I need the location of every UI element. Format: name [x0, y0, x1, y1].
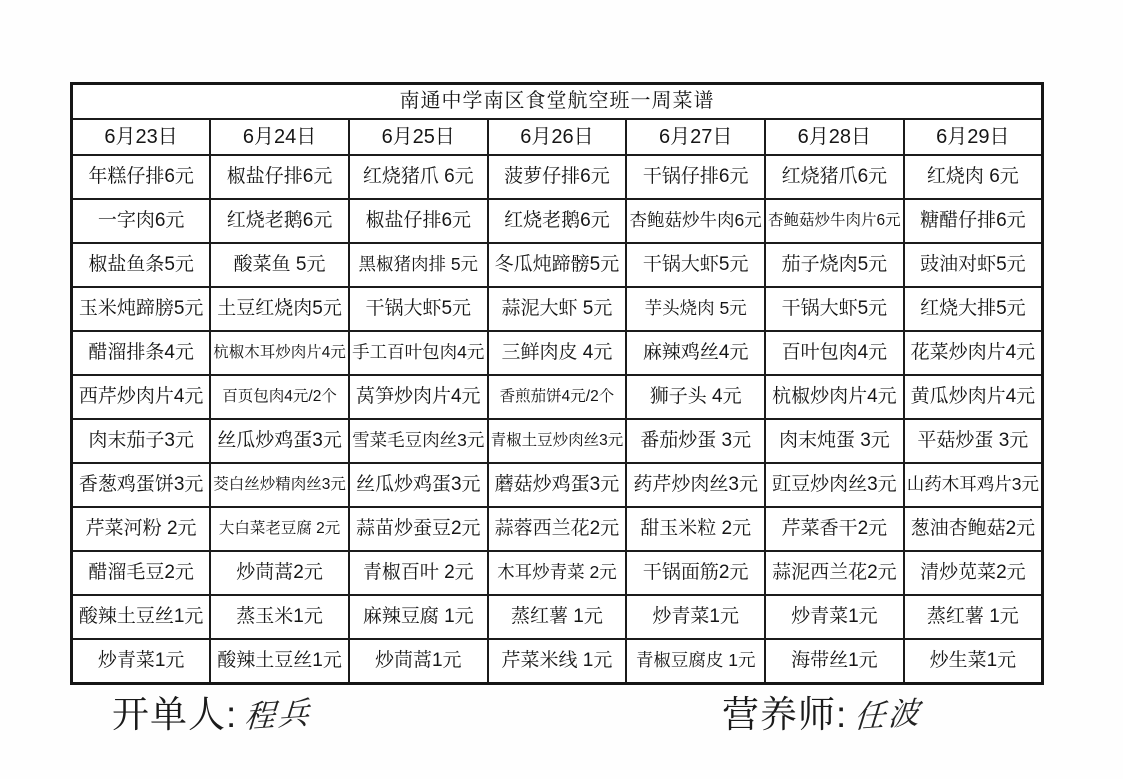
- menu-cell: 干锅面筋2元: [626, 551, 765, 595]
- menu-cell: 手工百叶包肉4元: [349, 331, 488, 375]
- menu-cell: 麻辣豆腐 1元: [349, 595, 488, 639]
- menu-table-body: [72, 84, 1043, 684]
- menu-cell: 酸辣土豆丝1元: [72, 595, 211, 639]
- menu-row-5: [72, 331, 1043, 375]
- menu-cell: 红烧猪爪6元: [765, 155, 904, 199]
- menu-cell: 杏鲍菇炒牛肉片6元: [765, 199, 904, 243]
- menu-cell: 豉油对虾5元: [904, 243, 1043, 287]
- date-header: 6月24日: [210, 119, 349, 155]
- weekly-menu-table: [70, 82, 1044, 685]
- menu-cell: 木耳炒青菜 2元: [488, 551, 627, 595]
- menu-cell: 蒸玉米1元: [210, 595, 349, 639]
- menu-cell: 酸菜鱼 5元: [210, 243, 349, 287]
- menu-cell: 炒生菜1元: [904, 639, 1043, 684]
- menu-cell: 芹菜香干2元: [765, 507, 904, 551]
- menu-cell: 黑椒猪肉排 5元: [349, 243, 488, 287]
- menu-cell: 红烧老鹅6元: [210, 199, 349, 243]
- menu-cell: 莴笋炒肉片4元: [349, 375, 488, 419]
- menu-cell: 炒青菜1元: [765, 595, 904, 639]
- table-title: 南通中学南区食堂航空班一周菜谱: [72, 84, 1043, 120]
- menu-cell: 炒青菜1元: [626, 595, 765, 639]
- menu-cell: 海带丝1元: [765, 639, 904, 684]
- dietitian-block: [722, 684, 924, 738]
- menu-cell: 肉末茄子3元: [72, 419, 211, 463]
- menu-cell: 玉米炖蹄膀5元: [72, 287, 211, 331]
- menu-cell: 炒茼蒿1元: [349, 639, 488, 684]
- menu-cell: 狮子头 4元: [626, 375, 765, 419]
- menu-cell: 山药木耳鸡片3元: [904, 463, 1043, 507]
- menu-cell: 酸辣土豆丝1元: [210, 639, 349, 684]
- menu-cell: 茭白丝炒精肉丝3元: [210, 463, 349, 507]
- menu-row-12: [72, 639, 1043, 684]
- menu-cell: 肉末炖蛋 3元: [765, 419, 904, 463]
- menu-cell: 红烧猪爪 6元: [349, 155, 488, 199]
- menu-cell: 百页包肉4元/2个: [210, 375, 349, 419]
- menu-cell: 糖醋仔排6元: [904, 199, 1043, 243]
- menu-cell: 年糕仔排6元: [72, 155, 211, 199]
- menu-cell: 丝瓜炒鸡蛋3元: [349, 463, 488, 507]
- dietitian-label: 营养师:: [722, 694, 848, 735]
- menu-cell: 蒸红薯 1元: [488, 595, 627, 639]
- menu-cell: 菠萝仔排6元: [488, 155, 627, 199]
- menu-cell: 杭椒炒肉片4元: [765, 375, 904, 419]
- menu-cell: 雪菜毛豆肉丝3元: [349, 419, 488, 463]
- menu-cell: 杏鲍菇炒牛肉6元: [626, 199, 765, 243]
- menu-cell: 百叶包肉4元: [765, 331, 904, 375]
- menu-cell: 茄子烧肉5元: [765, 243, 904, 287]
- menu-cell: 芹菜米线 1元: [488, 639, 627, 684]
- menu-row-2: [72, 199, 1043, 243]
- menu-cell: 干锅大虾5元: [349, 287, 488, 331]
- menu-cell: 甜玉米粒 2元: [626, 507, 765, 551]
- menu-cell: 蒜泥大虾 5元: [488, 287, 627, 331]
- date-header: 6月29日: [904, 119, 1043, 155]
- menu-cell: 麻辣鸡丝4元: [626, 331, 765, 375]
- menu-cell: 土豆红烧肉5元: [210, 287, 349, 331]
- menu-cell: 醋溜毛豆2元: [72, 551, 211, 595]
- menu-cell: 炒茼蒿2元: [210, 551, 349, 595]
- menu-row-10: [72, 551, 1043, 595]
- menu-cell: 干锅大虾5元: [765, 287, 904, 331]
- menu-cell: 香煎茄饼4元/2个: [488, 375, 627, 419]
- menu-cell: 黄瓜炒肉片4元: [904, 375, 1043, 419]
- date-header: 6月26日: [488, 119, 627, 155]
- menu-cell: 干锅大虾5元: [626, 243, 765, 287]
- menu-cell: 三鲜肉皮 4元: [488, 331, 627, 375]
- menu-cell: 蒸红薯 1元: [904, 595, 1043, 639]
- date-header: 6月28日: [765, 119, 904, 155]
- menu-row-11: [72, 595, 1043, 639]
- menu-cell: 丝瓜炒鸡蛋3元: [210, 419, 349, 463]
- menu-cell: 冬瓜炖蹄髈5元: [488, 243, 627, 287]
- menu-cell: 豇豆炒肉丝3元: [765, 463, 904, 507]
- date-header: 6月25日: [349, 119, 488, 155]
- menu-cell: 蒜蓉西兰花2元: [488, 507, 627, 551]
- menu-cell: 炒青菜1元: [72, 639, 211, 684]
- issuer-label: 开单人:: [112, 694, 238, 735]
- menu-cell: 大白菜老豆腐 2元: [210, 507, 349, 551]
- menu-cell: 蒜苗炒蚕豆2元: [349, 507, 488, 551]
- menu-row-8: [72, 463, 1043, 507]
- menu-row-7: [72, 419, 1043, 463]
- menu-cell: 杭椒木耳炒肉片4元: [210, 331, 349, 375]
- menu-cell: 清炒苋菜2元: [904, 551, 1043, 595]
- menu-cell: 青椒豆腐皮 1元: [626, 639, 765, 684]
- menu-cell: 花菜炒肉片4元: [904, 331, 1043, 375]
- date-header-row: [72, 119, 1043, 155]
- menu-row-1: [72, 155, 1043, 199]
- menu-row-9: [72, 507, 1043, 551]
- menu-cell: 药芹炒肉丝3元: [626, 463, 765, 507]
- date-header: 6月27日: [626, 119, 765, 155]
- menu-cell: 一字肉6元: [72, 199, 211, 243]
- menu-cell: 红烧大排5元: [904, 287, 1043, 331]
- issuer-signature: 程兵: [243, 694, 314, 735]
- menu-cell: 芋头烧肉 5元: [626, 287, 765, 331]
- date-header: 6月23日: [72, 119, 211, 155]
- menu-cell: 芹菜河粉 2元: [72, 507, 211, 551]
- menu-cell: 青椒土豆炒肉丝3元: [488, 419, 627, 463]
- menu-row-3: [72, 243, 1043, 287]
- menu-row-6: [72, 375, 1043, 419]
- menu-cell: 平菇炒蛋 3元: [904, 419, 1043, 463]
- title-row: [72, 84, 1043, 120]
- issuer-block: [112, 684, 314, 738]
- menu-cell: 干锅仔排6元: [626, 155, 765, 199]
- menu-cell: 蒜泥西兰花2元: [765, 551, 904, 595]
- signature-footer: [0, 684, 1123, 748]
- menu-cell: 红烧肉 6元: [904, 155, 1043, 199]
- menu-row-4: [72, 287, 1043, 331]
- menu-cell: 香葱鸡蛋饼3元: [72, 463, 211, 507]
- menu-cell: 西芹炒肉片4元: [72, 375, 211, 419]
- menu-cell: 番茄炒蛋 3元: [626, 419, 765, 463]
- dietitian-signature: 任波: [853, 694, 924, 735]
- menu-cell: 椒盐鱼条5元: [72, 243, 211, 287]
- menu-cell: 醋溜排条4元: [72, 331, 211, 375]
- menu-cell: 蘑菇炒鸡蛋3元: [488, 463, 627, 507]
- menu-cell: 椒盐仔排6元: [349, 199, 488, 243]
- menu-cell: 青椒百叶 2元: [349, 551, 488, 595]
- menu-cell: 红烧老鹅6元: [488, 199, 627, 243]
- menu-cell: 椒盐仔排6元: [210, 155, 349, 199]
- menu-cell: 葱油杏鲍菇2元: [904, 507, 1043, 551]
